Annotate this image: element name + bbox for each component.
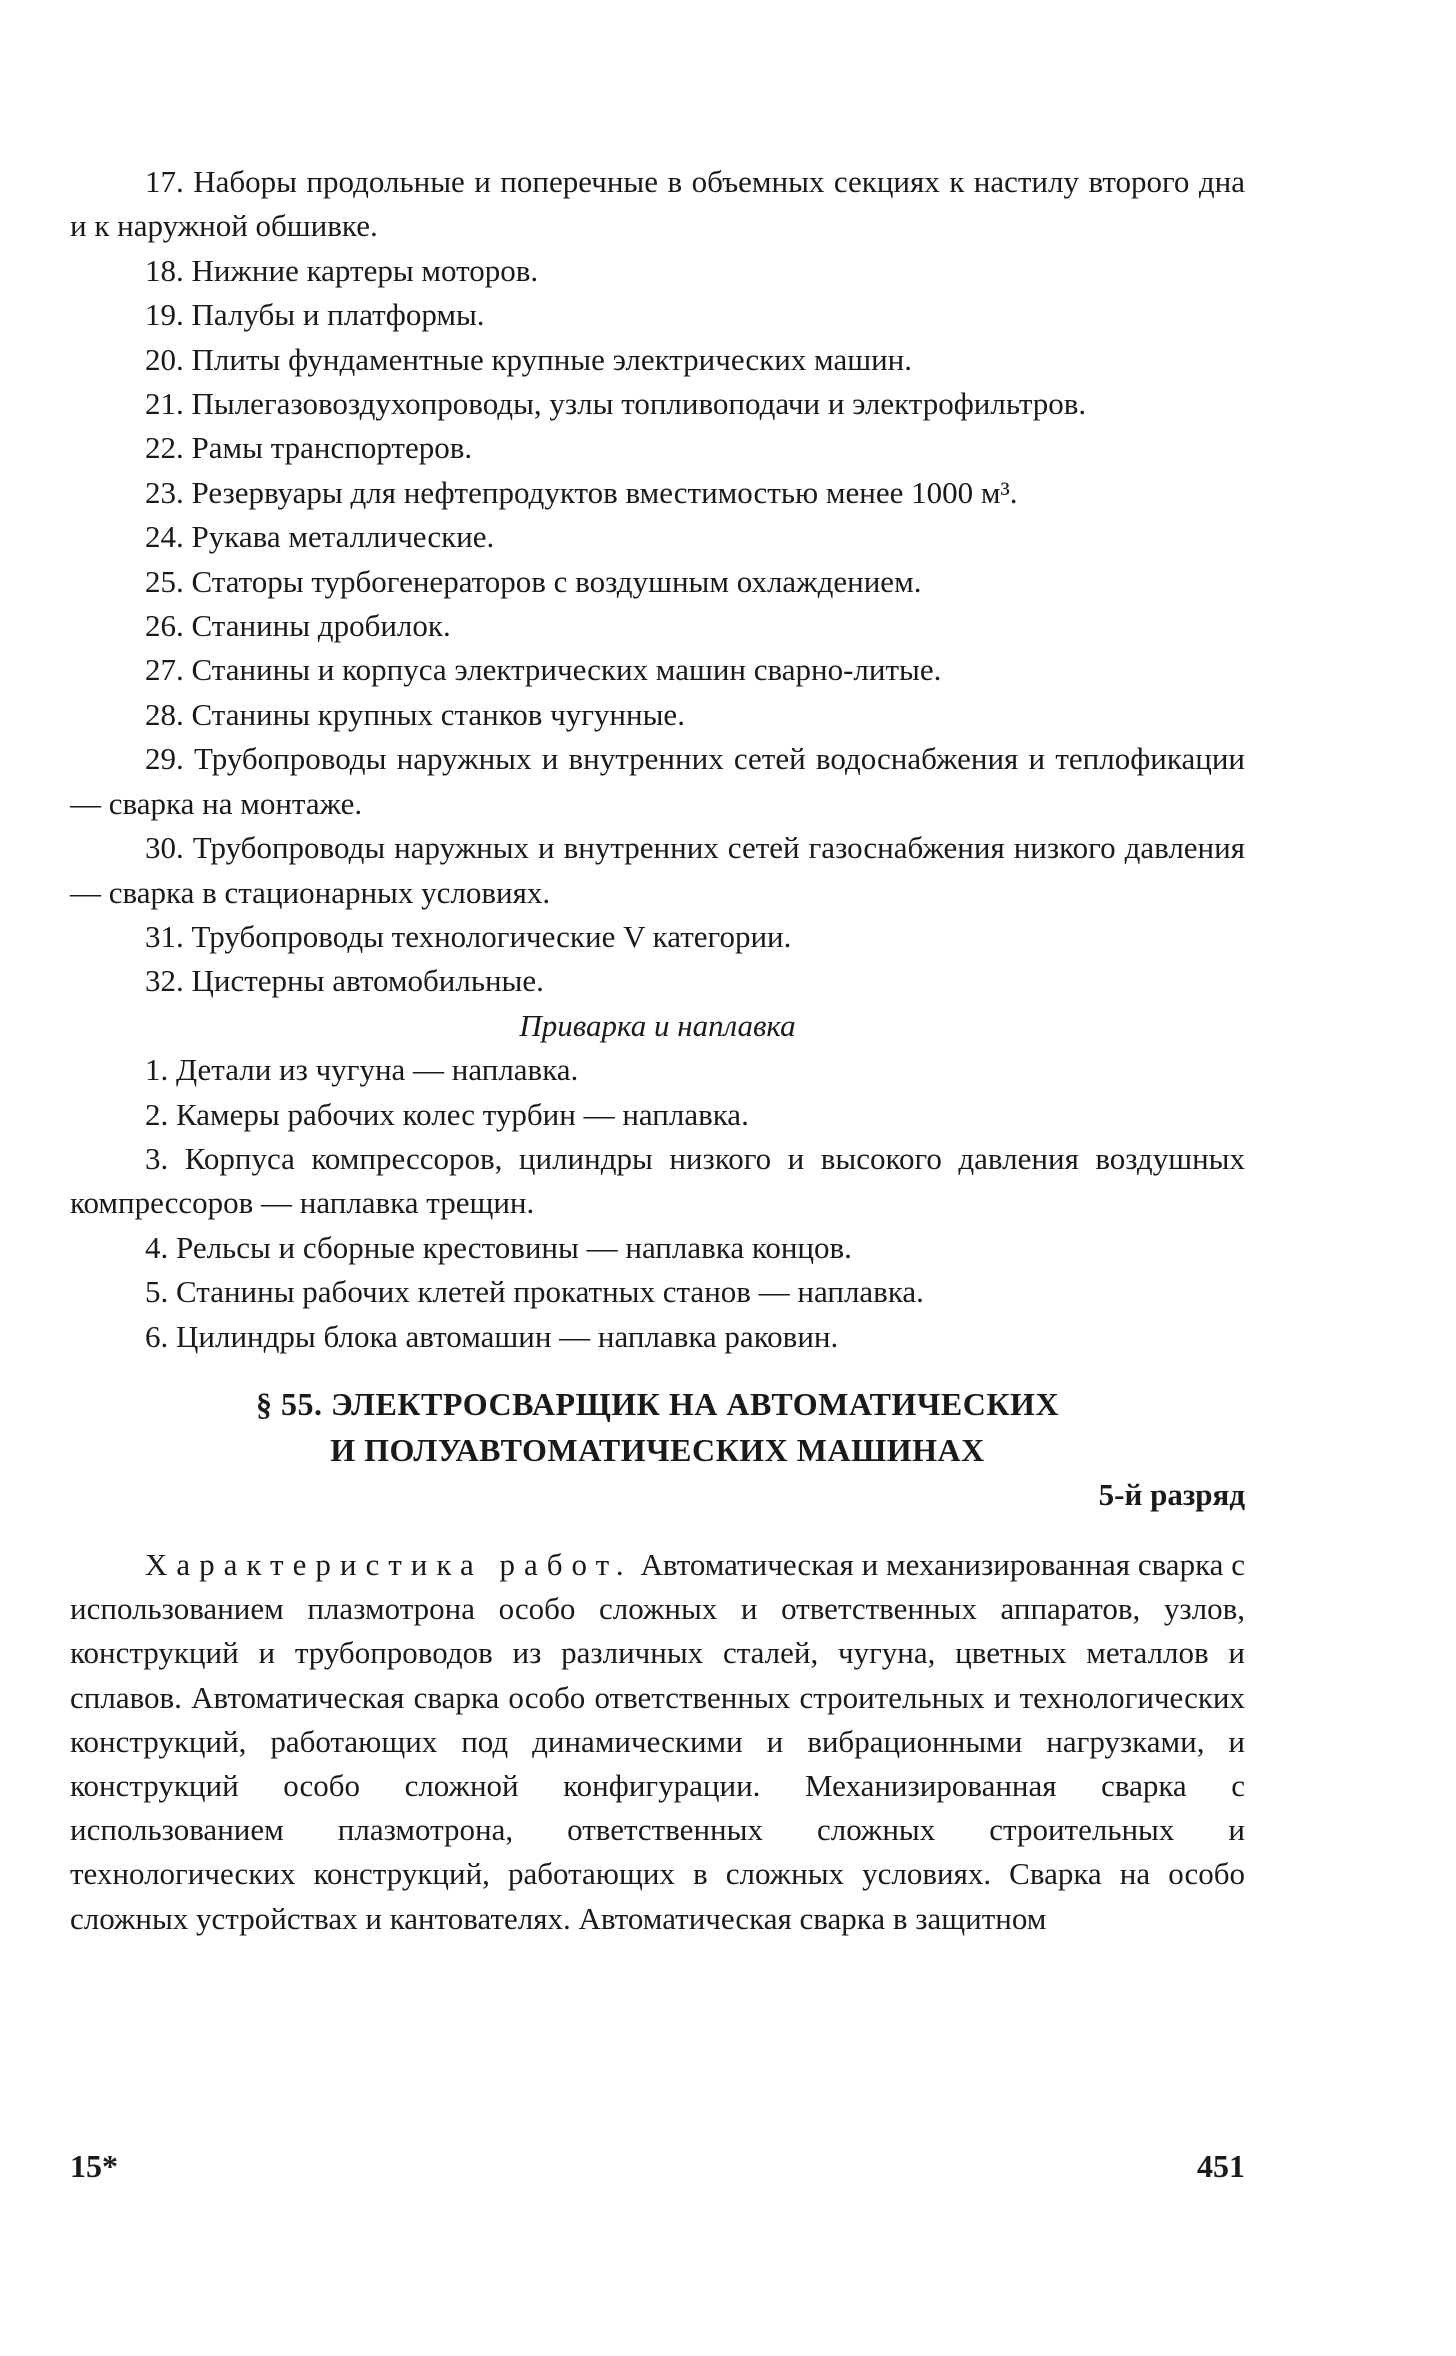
- list-item: 17. Наборы продольные и поперечные в объемных секциях к настилу второго дна и к наружной обшивке.: [70, 164, 1245, 244]
- list-item: 1. Детали из чугуна — наплавка.: [145, 1052, 579, 1088]
- list-item: 25. Статоры турбогенераторов с воздушным охлаждением.: [145, 563, 922, 599]
- subheading-welding-surfacing: Приварка и наплавка: [519, 1007, 796, 1043]
- list-item: 24. Рукава металлические.: [145, 519, 495, 555]
- list-item: 32. Цистерны автомобильные.: [145, 963, 544, 999]
- list-item: 19. Палубы и платформы.: [145, 297, 485, 333]
- list-item: 4. Рельсы и сборные крестовины — наплавка концов.: [145, 1229, 852, 1265]
- section-title-line-2: И ПОЛУАВТОМАТИЧЕСКИХ МАШИНАХ: [330, 1431, 985, 1468]
- job-characteristics-paragraph: [70, 1543, 1245, 1941]
- lead-label: Характеристика работ.: [145, 1546, 633, 1582]
- list-item: 20. Плиты фундаментные крупные электрических машин.: [145, 341, 913, 377]
- list-item: 5. Станины рабочих клетей прокатных станов — наплавка.: [145, 1274, 924, 1310]
- section-title-line-1: § 55. ЭЛЕКТРОСВАРЩИК НА АВТОМАТИЧЕСКИХ: [255, 1385, 1060, 1422]
- list-item: 6. Цилиндры блока автомашин — наплавка раковин.: [145, 1318, 839, 1354]
- page-content: [70, 160, 1245, 1941]
- list-item: 23. Резервуары для нефтепродуктов вместимостью менее 1000 м³.: [145, 474, 1018, 510]
- item-list-welding: [70, 1048, 1245, 1359]
- page-number: 451: [1197, 2148, 1245, 2184]
- list-item: 22. Рамы транспортеров.: [145, 430, 473, 466]
- section-title: [70, 1381, 1245, 1473]
- list-item: 31. Трубопроводы технологические V категории.: [145, 918, 792, 954]
- list-item: 18. Нижние картеры моторов.: [145, 252, 539, 288]
- list-item: 2. Камеры рабочих колес турбин — наплавка.: [145, 1096, 749, 1132]
- paragraph-body: Автоматическая и механизированная сварка с использованием плазмотрона особо сложных и ответственных аппаратов, узлов, конструкций и трубопроводов из различных сталей, чугуна, цветных металлов и сплавов. Автоматическая сварка особо ответственных строительных и технологических конструкций, работающих под динамическими и вибрационными нагрузками, и конструкций особо сложной конфигурации. Механизированная сварка с использованием плазмотрона, ответственных сложных строительных и технологических конструкций, работающих в сложных условиях. Сварка на особо сложных устройствах и кантователях. Автоматическая сварка в защитном: [70, 1546, 1246, 1936]
- list-item: 28. Станины крупных станков чугунные.: [145, 696, 685, 732]
- list-item: 3. Корпуса компрессоров, цилиндры низкого и высокого давления воздушных компрессоров — наплавка трещин.: [70, 1140, 1245, 1221]
- list-item: 30. Трубопроводы наружных и внутренних сетей газоснабжения низкого давления — сварка в стационарных условиях.: [70, 830, 1245, 910]
- list-item: 29. Трубопроводы наружных и внутренних сетей водоснабжения и теплофикации — сварка на монтаже.: [70, 741, 1245, 821]
- item-list-top: [70, 160, 1245, 1004]
- list-item: 21. Пылегазовоздухопроводы, узлы топливоподачи и электрофильтров.: [145, 386, 1087, 422]
- signature-mark: 15*: [70, 2148, 118, 2184]
- list-item: 27. Станины и корпуса электрических машин сварно-литые.: [145, 652, 942, 688]
- list-item: 26. Станины дробилок.: [145, 608, 451, 644]
- rank-label: 5-й разряд: [1098, 1476, 1245, 1512]
